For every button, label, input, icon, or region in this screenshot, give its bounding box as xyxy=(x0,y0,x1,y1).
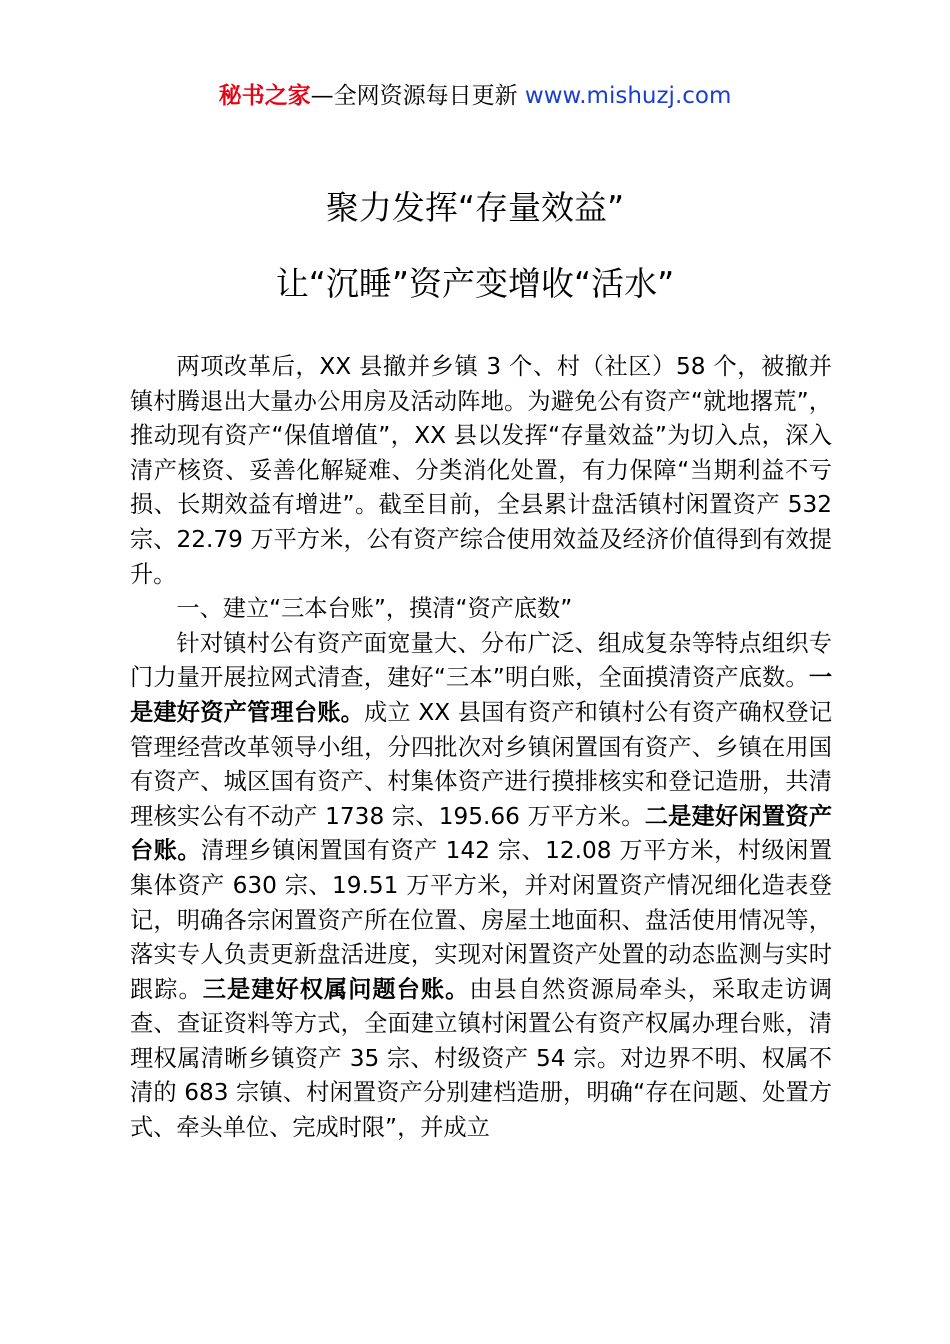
paragraph-text: 由县自然资源局牵头，采取走访调查、查证资料等方式，全面建立镇村闲置公有资产权属办理台账，清理权属清晰乡镇资产 35 宗、村级资产 54 宗。对边界不明、权属不清的 683 宗镇、村闲置资产分别建档造册，明确“存在问题、处置方式、牵头单位、完成时限”，并成立 xyxy=(130,975,833,1142)
site-brand: 秘书之家 xyxy=(218,83,311,109)
title-line-1: 聚力发挥“存量效益” xyxy=(325,188,625,227)
paragraph-section-1 xyxy=(130,627,832,1146)
site-slogan: —全网资源每日更新 xyxy=(310,83,525,109)
document-title xyxy=(0,188,950,304)
site-url-link[interactable]: www.mishuzj.com xyxy=(524,83,732,109)
paragraph-text: 清理乡镇闲置国有资产 142 宗、12.08 万平方米，村级闲置集体资产 630 宗、19.51 万平方米，并对闲置资产情况细化造表登记，明确各宗闲置资产所在位置、房屋土地面积、盘活使用情况等，落实专人负责更新盘活进度，实现对闲置资产处置的动态监测与实时跟踪。 xyxy=(130,837,833,1003)
paragraph-text: 成立 XX 县国有资产和镇村公有资产确权登记管理经营改革领导小组，分四批次对乡镇闲置国有资产、乡镇在用国有资产、城区国有资产、村集体资产进行摸排核实和登记造册，共清理核实公有不动产 1738 宗、195.66 万平方米。 xyxy=(130,698,832,830)
bold-point-2: 二是建好闲置资产台账。 xyxy=(130,802,833,865)
document-body xyxy=(130,350,832,1146)
section-heading-1: 一、建立“三本台账”，摸清“资产底数” xyxy=(176,595,573,623)
site-header xyxy=(0,80,950,112)
bold-point-3: 三是建好权属问题台账。 xyxy=(202,975,470,1003)
title-line-2: 让“沉睡”资产变增收“活水” xyxy=(275,264,675,303)
paragraph-text: 针对镇村公有资产面宽量大、分布广泛、组成复杂等特点组织专门力量开展拉网式清查，建好“三本”明白账，全面摸清资产底数。 xyxy=(130,629,832,692)
bold-point-1: 一是建好资产管理台账。 xyxy=(130,664,832,726)
paragraph-intro: 两项改革后，XX 县撤并乡镇 3 个、村（社区）58 个，被撤并镇村腾退出大量办公用房及活动阵地。为避免公有资产“就地撂荒”，推动现有资产“保值增值”，XX 县以发挥“存量效益”为切入点，深入清产核资、妥善化解疑难、分类消化处置，有力保障“当期利益不亏损、长期效益有增进”。截至目前，全县累计盘活镇村闲置资产 532 宗、22.79 万平方米，公有资产综合使用效益及经济价值得到有效提升。 xyxy=(130,353,832,588)
